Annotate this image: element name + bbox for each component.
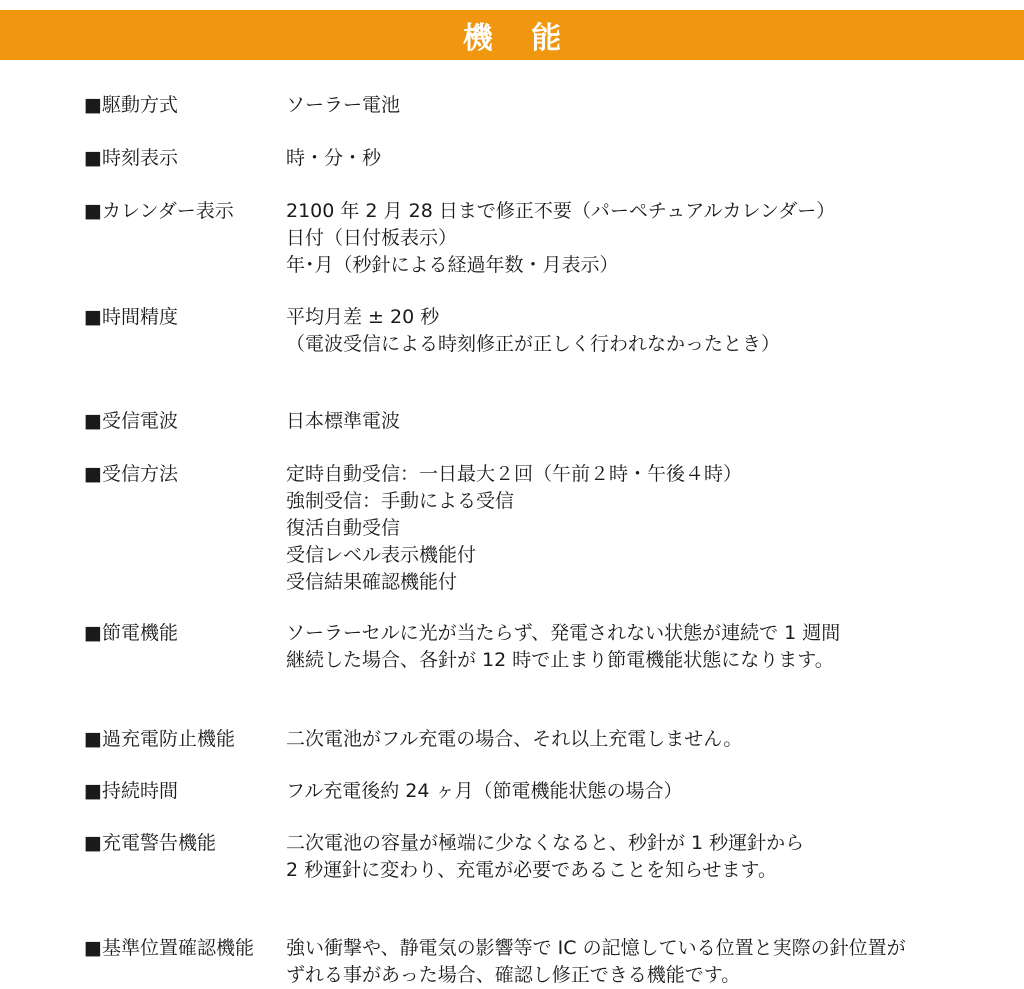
spec-value-line: 受信レベル表示機能付 [286, 544, 477, 566]
spec-label: ■受信方法 [84, 463, 178, 485]
spec-label: ■持続時間 [84, 780, 178, 802]
spec-value-line: 時・分・秒 [286, 147, 382, 169]
spec-value-line: 日本標準電波 [286, 410, 401, 432]
spec-value-line: （電波受信による時刻修正が正しく行われなかったとき） [286, 333, 781, 355]
spec-label: ■基準位置確認機能 [84, 937, 254, 959]
spec-values [286, 726, 986, 753]
spec-label: ■カレンダー表示 [84, 200, 234, 222]
spec-value-line: 強制受信：手動による受信 [286, 490, 515, 512]
spec-value-line: 継続した場合、各針が 12 時で止まり節電機能状態になります。 [286, 649, 834, 671]
spec-label: ■節電機能 [84, 622, 178, 644]
spec-value-line: 受信結果確認機能付 [286, 571, 458, 593]
spec-label: ■駆動方式 [84, 94, 178, 116]
spec-label: ■過充電防止機能 [84, 728, 235, 750]
spec-value-line: 日付（日付板表示） [286, 227, 458, 249]
spec-value-line: 定時自動受信：一日最大２回（午前２時・午後４時） [286, 463, 743, 485]
spec-value-line: ソーラーセルに光が当たらず、発電されない状態が連続で 1 週間 [286, 622, 841, 644]
spec-label: ■充電警告機能 [84, 832, 216, 854]
spec-value-line: 2100 年 2 月 28 日まで修正不要（パーペチュアルカレンダー） [286, 200, 836, 222]
spec-values [286, 935, 986, 989]
spec-values [286, 145, 986, 172]
spec-value-line: ずれる事があった場合、確認し修正できる機能です。 [286, 964, 741, 986]
spec-label: ■受信電波 [84, 410, 178, 432]
spec-value-line: 復活自動受信 [286, 517, 401, 539]
spec-value-line: 平均月差 ± 20 秒 [286, 306, 440, 328]
spec-values [286, 461, 986, 596]
spec-value-line: ソーラー電池 [286, 94, 401, 116]
spec-values [286, 198, 986, 279]
spec-values [286, 408, 986, 435]
spec-value-line: 二次電池がフル充電の場合、それ以上充電しません。 [286, 728, 743, 750]
spec-value-line: フル充電後約 24 ヶ月（節電機能状態の場合） [286, 780, 683, 802]
page-title: 機 能 [462, 21, 576, 56]
spec-value-line: 二次電池の容量が極端に少なくなると、秒針が 1 秒運針から [286, 832, 805, 854]
header-banner [0, 10, 1024, 60]
spec-label: ■時間精度 [84, 306, 178, 328]
spec-value-line: 強い衝撃や、静電気の影響等で IC の記憶している位置と実際の針位置が [286, 937, 906, 959]
spec-values [286, 304, 986, 358]
spec-label: ■時刻表示 [84, 147, 178, 169]
spec-values [286, 830, 986, 884]
spec-values [286, 778, 986, 805]
spec-values [286, 620, 986, 674]
spec-values [286, 92, 986, 119]
spec-value-line: 2 秒運針に変わり、充電が必要であることを知らせます。 [286, 859, 778, 881]
spec-value-line: 年･月（秒針による経過年数・月表示） [286, 254, 619, 276]
